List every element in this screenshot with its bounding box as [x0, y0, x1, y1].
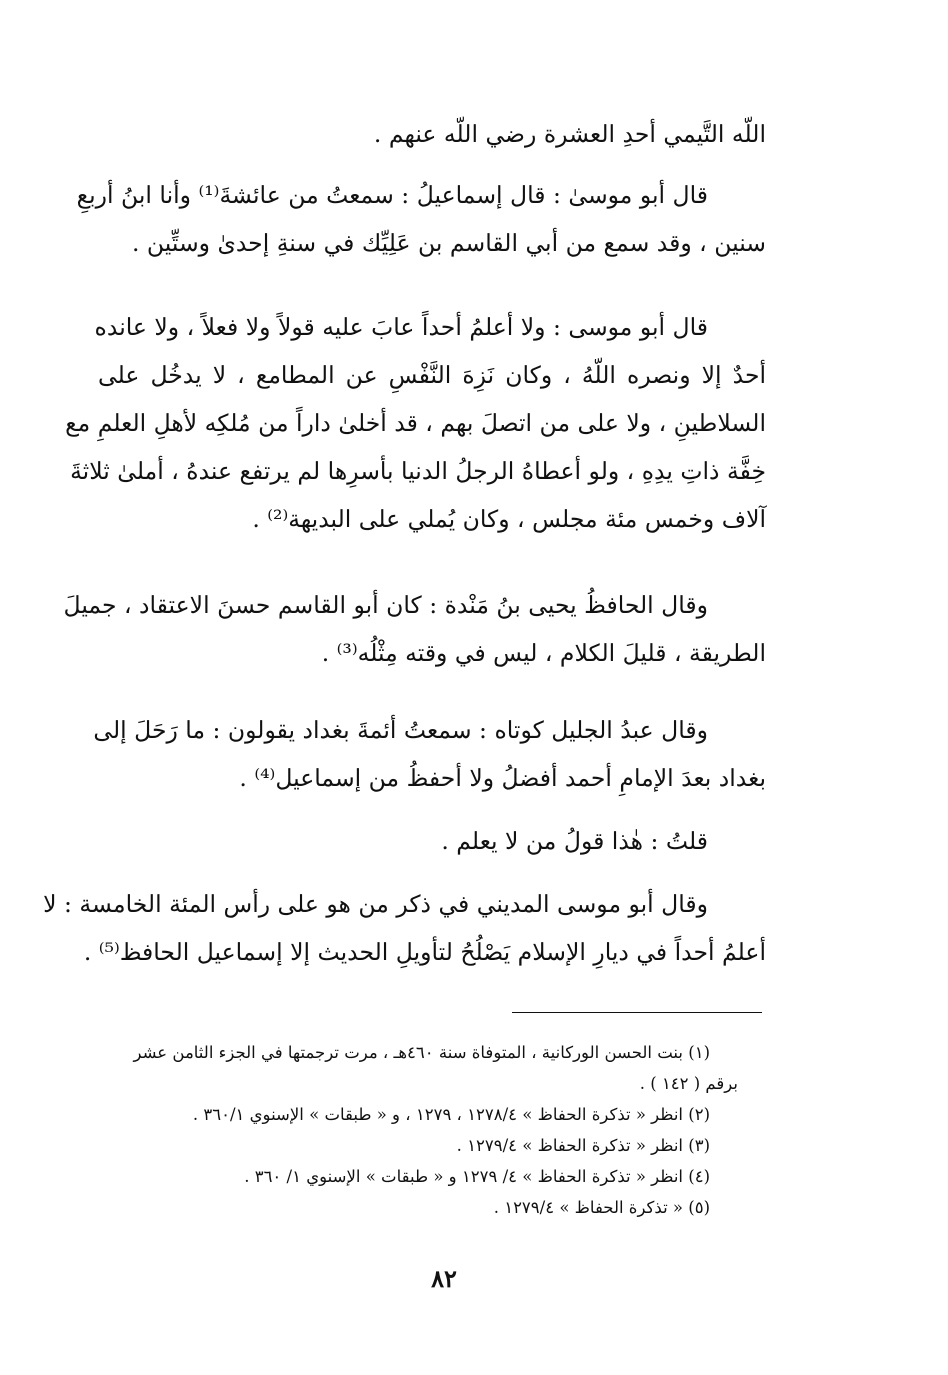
footnote-line: (٣) انظر « تذكرة الحفاظ » ١٢٧٩/٤ . [456, 1136, 710, 1155]
paragraph-2 [65, 303, 766, 543]
text-line: سنين ، وقد سمع من أبي القاسم بن عَلِيِّك في سنةِ إحدىٰ وستِّين . [131, 229, 766, 257]
paragraph-1 [76, 171, 766, 267]
footnotes [98, 1037, 738, 1223]
text-line: اللّه التَّيمي أحدِ العشرة رضي اللّه عنهم . [373, 120, 766, 148]
paragraph-continuation [98, 110, 766, 158]
page-number: ٨٢ [431, 1264, 457, 1293]
footnote-line: برقم ( ١٤٢ ) . [639, 1074, 738, 1093]
text-line: وقال الحافظُ يحيى بنُ مَنْدة : كان أبو القاسم حسنَ الاعتقاد ، جميلَ [63, 591, 708, 619]
text-line: قلتُ : هٰذا قولُ من لا يعلم . [441, 827, 708, 855]
text-line: آلاف وخمس مئة مجلس ، وكان يُملي على البديهة⁽²⁾ . [252, 505, 766, 533]
footnote-divider [512, 1012, 762, 1013]
text-line: السلاطينِ ، ولا على من اتصلَ بهم ، قد أخلىٰ داراً من مُلكِه لأهلِ العلمِ مع [65, 409, 766, 437]
text-line: وقال أبو موسى المديني في ذكر من هو على رأس المئة الخامسة : لا [43, 890, 708, 918]
text-line: قال أبو موسى : ولا أعلمُ أحداً عابَ عليه قولاً ولا فعلاً ، ولا عانده [94, 313, 708, 341]
footnote-line: (١) بنت الحسن الوركانية ، المتوفاة سنة ٤٦٠هـ ، مرت ترجمتها في الجزء الثامن عشر [133, 1043, 710, 1062]
paragraph-4 [93, 706, 766, 802]
text-line: أعلمُ أحداً في ديارِ الإسلام يَصْلُحُ لتأويلِ الحديث إلا إسماعيل الحافظ⁽⁵⁾ . [83, 938, 766, 966]
text-line: الطريقة ، قليلَ الكلام ، ليس في وقته مِثْلُه⁽³⁾ . [321, 639, 766, 667]
footnote-line: (٥) « تذكرة الحفاظ » ١٢٧٩/٤ . [493, 1198, 710, 1217]
paragraph-5 [98, 817, 766, 865]
text-line: خِفَّة ذاتِ يدِهِ ، ولو أعطاهُ الرجلُ الدنيا بأسرِها لم يرتفع عندهُ ، أملىٰ ثلاثةَ [70, 457, 766, 485]
text-line: قال أبو موسىٰ : قال إسماعيلُ : سمعتُ من عائشةَ⁽¹⁾ وأنا ابنُ أربعِ [76, 181, 708, 209]
text-line: وقال عبدُ الجليل كوتاه : سمعتُ أئمةَ بغداد يقولون : ما رَحَلَ إلى [93, 716, 708, 744]
paragraph-6 [43, 880, 766, 976]
footnote-line: (٢) انظر « تذكرة الحفاظ » ١٢٧٨/٤ ، ١٢٧٩ ، و « طبقات » الإسنوي ٣٦٠/١ . [192, 1105, 710, 1124]
footnote-line: (٤) انظر « تذكرة الحفاظ » ٤/ ١٢٧٩ و « طبقات » الإسنوي ١/ ٣٦٠ . [244, 1167, 710, 1186]
text-line: بغداد بعدَ الإمامِ أحمد أفضلُ ولا أحفظُ من إسماعيل⁽⁴⁾ . [239, 764, 766, 792]
paragraph-3 [63, 581, 766, 677]
text-line: أحدٌ إلا ونصره اللّهُ ، وكان نَزِهَ النَّفْسِ عن المطامع ، لا يدخُل على [98, 361, 766, 389]
